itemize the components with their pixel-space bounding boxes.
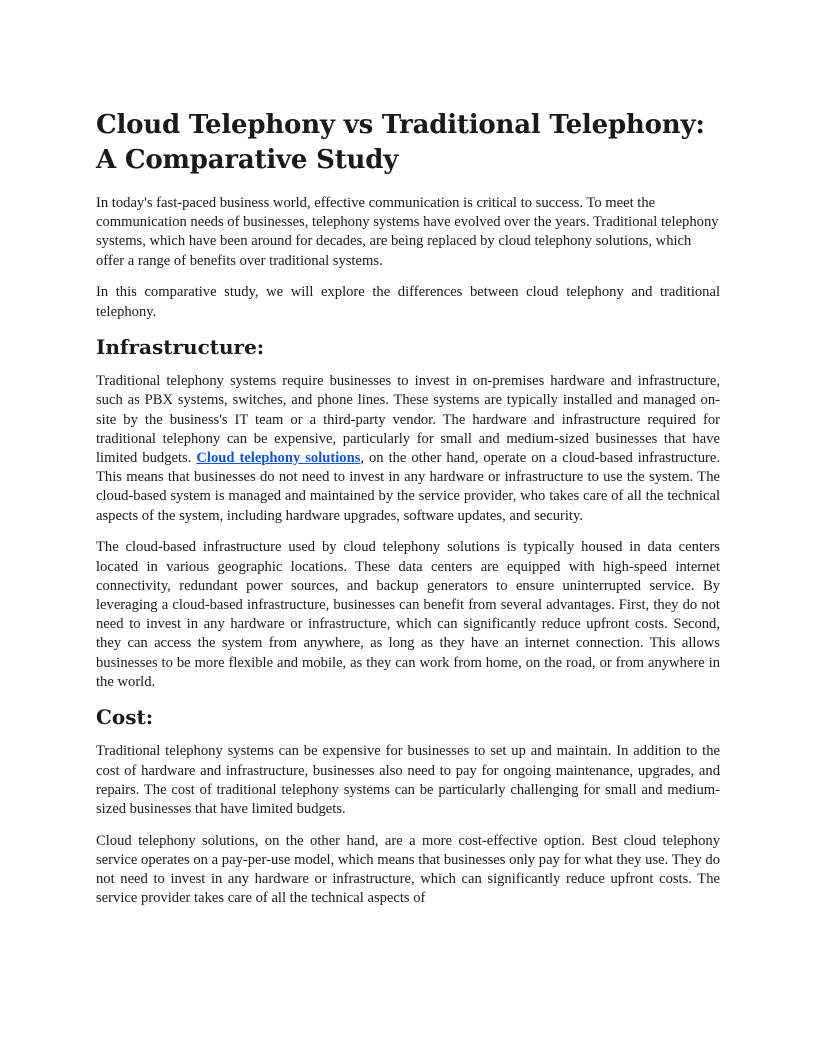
cloud-telephony-solutions-link[interactable]: Cloud telephony solutions	[196, 450, 361, 467]
cost-paragraph-1: Traditional telephony systems can be expensive for businesses to set up and maintain. In addition to the cost of hardware and infrastructure, businesses also need to pay for ongoing maintenance, upgrades, and repairs. The cost of traditional telephony systems can be particularly challenging for small and medium-sized businesses that have limited budgets.	[96, 743, 720, 818]
document-page	[96, 108, 720, 921]
infrastructure-text-before-link: Traditional telephony systems require businesses to invest in on-premises hardware and infrastructure, such as PBX systems, switches, and phone lines. These systems are typically installed and managed on-site by the business's IT team or a third-party vendor. The hardware and infrastructure required for traditional telephony can be expensive, particularly for small and medium-sized businesses that have limited budgets.	[96, 373, 720, 467]
infrastructure-text-after-link: , on the other hand, operate on a cloud-based infrastructure. This means that businesses do not need to invest in any hardware or infrastructure to use the system. The cloud-based system is managed and maintained by the service provider, who takes care of all the technical aspects of the system, including hardware upgrades, software updates, and security.	[96, 450, 720, 524]
cost-paragraph-2: Cloud telephony solutions, on the other hand, are a more cost-effective option. Best cloud telephony service operates on a pay-per-use model, which means that businesses only pay for what they use. They do not need to invest in any hardware or infrastructure, which can significantly reduce upfront costs. The service provider takes care of all the technical aspects of	[96, 832, 720, 907]
infrastructure-paragraph-2: The cloud-based infrastructure used by cloud telephony solutions is typically housed in data centers located in various geographic locations. These data centers are equipped with high-speed internet connectivity, redundant power sources, and backup generators to ensure uninterrupted service. By leveraging a cloud-based infrastructure, businesses can benefit from several advantages. First, they do not need to invest in any hardware or infrastructure, which can significantly reduce upfront costs. Second, they can access the system from anywhere, as long as they have an internet connection. This allows businesses to be more flexible and mobile, as they can work from home, on the road, or from anywhere in the world.	[96, 539, 720, 690]
page-title: Cloud Telephony vs Traditional Telephony: A Comparative Study	[96, 110, 705, 175]
intro-paragraph-2: In this comparative study, we will explore the differences between cloud telephony and traditional telephony.	[96, 284, 720, 320]
intro-paragraph-1: In today's fast-paced business world, effective communication is critical to success. To meet the communication needs of businesses, telephony systems have evolved over the years. Traditional telephony systems, which have been around for decades, are being replaced by cloud telephony solutions, which offer a range of benefits over traditional systems.	[96, 195, 719, 269]
infrastructure-paragraph-1	[96, 372, 720, 526]
infrastructure-heading: Infrastructure:	[96, 335, 265, 360]
cost-heading: Cost:	[96, 705, 154, 730]
